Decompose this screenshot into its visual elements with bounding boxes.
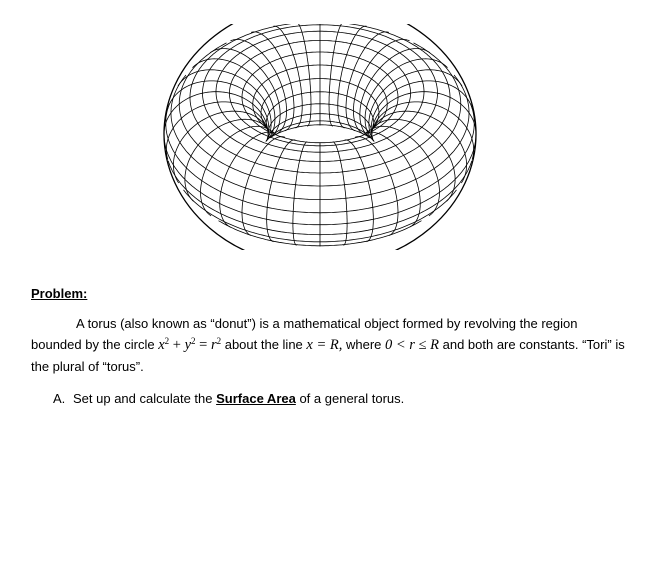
line-equation: x = R, [306, 337, 343, 353]
para-text-4: and both are constants. “Tori” is the plural of “torus”. [31, 337, 625, 374]
circle-equation: $x^2 + y^2 = r^2$ [158, 336, 222, 353]
question-marker: A. [53, 391, 66, 406]
torus-wireframe-figure [160, 24, 480, 250]
para-text-2: about the line [221, 337, 307, 352]
surface-area-term: Surface Area [216, 391, 296, 406]
problem-description [31, 313, 631, 377]
question-list [53, 391, 404, 406]
constraint-inequality: 0 < r ≤ R [385, 337, 439, 353]
para-text-3: where [342, 337, 385, 352]
question-item-a: A. Set up and calculate the Surface Area of a general torus. [53, 391, 405, 406]
para-text-1: A torus (also known as “donut”) is a mathematical object formed by revolving the region bounded by the circle [31, 316, 578, 352]
problem-heading: Problem: [31, 286, 88, 301]
